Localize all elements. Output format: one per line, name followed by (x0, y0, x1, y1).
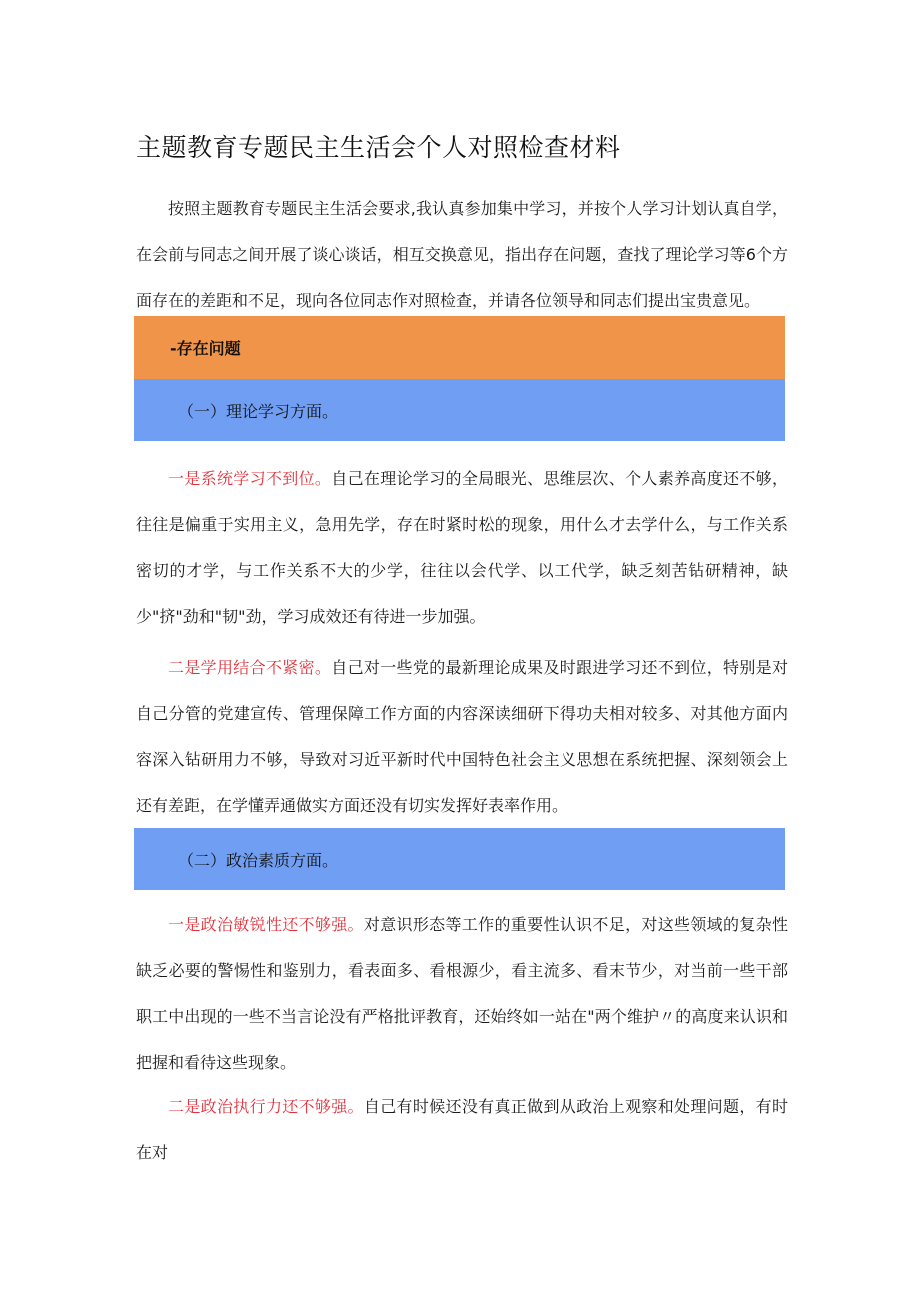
paragraph-body: 自己在理论学习的全局眼光、思维层次、个人素养高度还不够，往往是偏重于实用主义，急用先学，存在时紧时松的现象，用什么才去学什么，与工作关系密切的才学，与工作关系不大的少学，往往以会代学、以工代学，缺乏刻苦钻研精神，缺少"挤"劲和"韧"劲，学习成效还有待进一步加强。 (136, 469, 788, 626)
subsection-heading-theory-study (134, 379, 785, 441)
section-heading-existing-problems (134, 316, 785, 379)
paragraph-political-1 (136, 902, 788, 1086)
paragraph-political-2 (136, 1084, 788, 1176)
paragraph-body: 自己有时候还没有真正做到从政治上观察和处理问题，有时在对 (136, 1097, 788, 1162)
subsection-heading-label: （二）政治素质方面。 (178, 850, 339, 870)
paragraph-lead: 一是政治敏锐性还不够强。 (168, 915, 364, 934)
document-title: 主题教育专题民主生活会个人对照检查材料 (136, 133, 621, 162)
subsection-heading-label: （一）理论学习方面。 (178, 401, 339, 421)
paragraph-body: 对意识形态等工作的重要性认识不足，对这些领域的复杂性缺乏必要的警惕性和鉴别力，看表面多、看根源少，看主流多、看末节少，对当前一些干部职工中出现的一些不当言论没有严格批评教育，还始终如一站在"两个维护〃的高度来认识和把握和看待这些现象。 (136, 915, 788, 1072)
paragraph-body: 自己对一些党的最新理论成果及时跟进学习还不到位，特别是对自己分管的党建宣传、管理保障工作方面的内容深读细研下得功夫相对较多、对其他方面内容深入钻研用力不够，导致对习近平新时代中国特色社会主义思想在系统把握、深刻领会上还有差距，在学懂弄通做实方面还没有切实发挥好表率作用。 (136, 658, 788, 815)
paragraph-lead: 二是政治执行力还不够强。 (168, 1097, 364, 1116)
section-heading-label: -存在问题 (170, 339, 241, 358)
paragraph-lead: 二是学用结合不紧密。 (168, 658, 332, 677)
paragraph-lead: 一是系统学习不到位。 (168, 469, 332, 488)
intro-paragraph: 按照主题教育专题民主生活会要求,我认真参加集中学习，并按个人学习计划认真自学，在会前与同志之间开展了谈心谈话，相互交换意见，指出存在问题，查找了理论学习等6个方面存在的差距和不足，现向各位同志作对照检查，并请各位领导和同志们提出宝贵意见。 (136, 199, 788, 310)
subsection-heading-political-quality (134, 828, 785, 890)
paragraph-theory-2 (136, 645, 788, 829)
paragraph-theory-1 (136, 456, 788, 640)
